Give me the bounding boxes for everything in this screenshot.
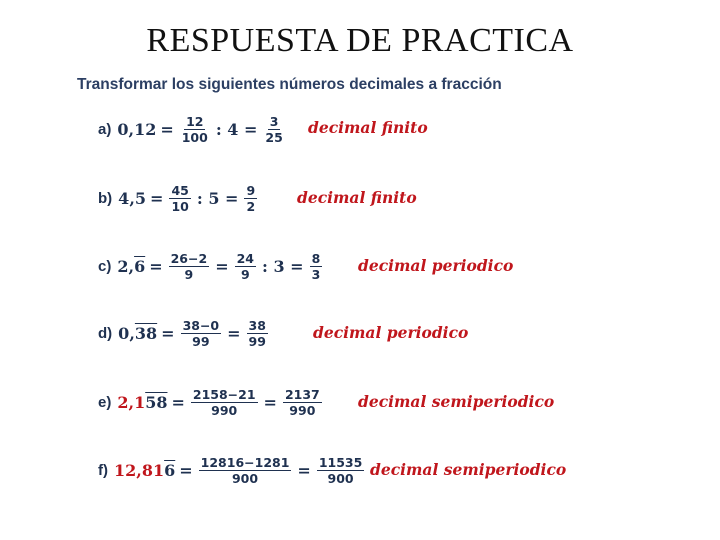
division-operator: : 5 = — [196, 188, 239, 208]
fraction — [191, 387, 258, 418]
fraction-denominator: 25 — [265, 129, 283, 145]
exercise-label: d) — [98, 324, 113, 342]
periodic-digits: 58 — [145, 392, 168, 412]
decimal-type: decimal semiperiodico — [370, 460, 567, 479]
division-operator: : 3 = — [262, 256, 304, 276]
fraction-numerator: 38 — [248, 317, 266, 333]
equals-sign: = — [150, 188, 164, 208]
exercise-a — [98, 109, 287, 149]
decimal-integer-part: 2 — [117, 392, 129, 412]
periodic-digits: 6 — [134, 256, 146, 276]
equals-sign: = — [227, 323, 241, 343]
equals-sign: = — [179, 460, 193, 480]
fraction-denominator: 900 — [327, 470, 354, 486]
fraction — [235, 251, 256, 282]
decimal-integer-part: 0 — [117, 119, 129, 139]
exercise-label: f) — [98, 461, 108, 479]
periodic-digits: 6 — [164, 460, 176, 480]
fraction-denominator: 9 — [184, 266, 194, 282]
fraction-denominator: 100 — [181, 129, 208, 145]
exercise-label: e) — [98, 393, 112, 411]
fraction-numerator: 8 — [311, 250, 321, 266]
exercise-c — [98, 246, 324, 286]
fraction-simplified — [310, 251, 323, 282]
fraction-numerator: 11535 — [318, 454, 363, 470]
fraction-numerator: 38−0 — [182, 317, 220, 333]
decimal-type: decimal periodico — [358, 256, 514, 275]
decimal-integer-part: 2 — [117, 256, 129, 276]
division-operator: : 4 = — [215, 119, 258, 139]
decimal-integer-part: 4 — [118, 188, 130, 208]
instructions: Transformar los siguientes números decimales a fracción — [77, 76, 502, 93]
decimal-part: 5 — [134, 188, 147, 208]
fraction — [199, 455, 292, 486]
exercise-label: c) — [98, 257, 112, 275]
equals-sign: = — [215, 256, 229, 276]
equals-sign: = — [160, 119, 174, 139]
fraction-denominator: 990 — [211, 402, 238, 418]
decimal-type: decimal periodico — [313, 323, 469, 342]
fraction-simplified — [317, 455, 365, 486]
non-periodic-digits: 1 — [134, 392, 146, 412]
decimal-type: decimal semiperiodico — [358, 392, 555, 411]
fraction-denominator: 900 — [231, 470, 259, 486]
fraction-numerator: 12 — [186, 113, 204, 129]
decimal-separator: , — [128, 256, 135, 276]
fraction — [181, 318, 222, 349]
fraction-denominator: 990 — [289, 402, 316, 418]
fraction-simplified — [247, 318, 268, 349]
periodic-digits: 38 — [134, 323, 158, 343]
decimal-type: decimal finito — [297, 188, 417, 207]
equals-sign: = — [149, 256, 163, 276]
fraction-denominator: 99 — [192, 333, 210, 349]
fraction-simplified — [244, 183, 257, 214]
fraction-denominator: 3 — [311, 266, 321, 282]
fraction-numerator: 26−2 — [170, 250, 208, 266]
non-periodic-digits: 81 — [141, 460, 165, 480]
fraction-numerator: 12816−1281 — [200, 454, 290, 470]
fraction — [169, 251, 210, 282]
fraction — [169, 183, 190, 214]
fraction-simplified — [283, 387, 322, 418]
fraction-denominator: 99 — [248, 333, 266, 349]
decimal-type: decimal finito — [308, 118, 428, 137]
fraction-numerator: 2137 — [284, 386, 320, 402]
equals-sign: = — [161, 323, 175, 343]
decimal-separator: , — [129, 323, 135, 343]
fraction-numerator: 3 — [269, 113, 279, 129]
decimal-part: 12 — [134, 119, 157, 139]
exercise-d — [98, 313, 270, 353]
decimal-integer-part: 0 — [118, 323, 130, 343]
decimal-separator: , — [136, 460, 142, 480]
exercise-label: a) — [98, 120, 112, 138]
fraction-simplified — [263, 114, 284, 145]
equals-sign: = — [171, 392, 185, 412]
fraction-denominator: 9 — [240, 266, 250, 282]
fraction-denominator: 10 — [171, 198, 189, 214]
fraction-numerator: 45 — [171, 182, 189, 198]
fraction-numerator: 2158−21 — [192, 386, 256, 402]
decimal-separator: , — [129, 188, 135, 208]
decimal-separator: , — [128, 392, 135, 412]
fraction-numerator: 9 — [246, 182, 256, 198]
fraction-numerator: 24 — [236, 250, 254, 266]
decimal-integer-part: 12 — [114, 460, 137, 480]
decimal-separator: , — [128, 119, 135, 139]
exercise-e — [98, 382, 324, 422]
equals-sign: = — [297, 460, 311, 480]
exercise-label: b) — [98, 189, 113, 207]
fraction — [180, 114, 210, 145]
exercise-f — [98, 450, 366, 490]
fraction-denominator: 2 — [246, 198, 256, 214]
equals-sign: = — [263, 392, 277, 412]
exercise-b — [98, 178, 259, 218]
page-title: RESPUESTA DE PRACTICA — [146, 22, 574, 59]
